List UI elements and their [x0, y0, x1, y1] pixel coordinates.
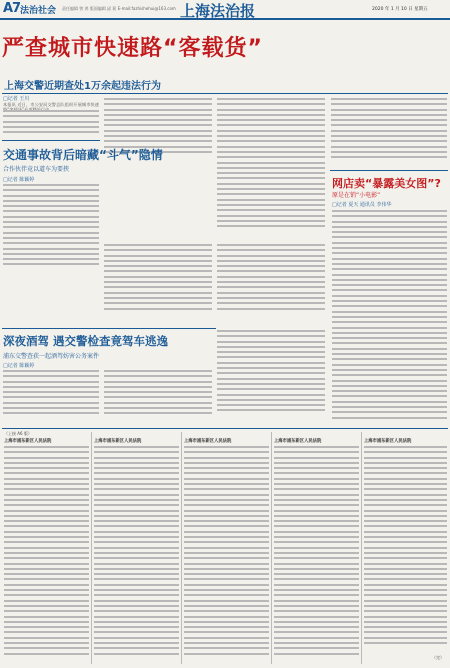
article3-column-2 [104, 370, 212, 418]
section-title: 法治社会 [20, 6, 57, 16]
notices-column-5 [364, 446, 447, 652]
notice-court-title: 上海市浦东新区人民法院 [4, 439, 52, 444]
issue-date: 2020 年 1 月 10 日 星期五 [372, 7, 428, 12]
article3-subhead: 浦东交警查获一起酒驾妨害公务案件 [3, 353, 100, 360]
notice-court-title: 上海市浦东新区人民法院 [274, 439, 322, 444]
lead-byline: □记者 王川 [3, 96, 30, 102]
divider [2, 93, 448, 94]
article3-column-3 [217, 330, 325, 418]
notices-column-3 [184, 446, 269, 662]
divider [2, 428, 448, 429]
article2-headline: 交通事故背后暗藏“斗气”隐情 [3, 148, 163, 162]
notices-column-2 [94, 446, 179, 662]
lead-intro-text: 本报讯 近日，市公安局交警总队组织开展城市快速 [3, 102, 99, 107]
article3-byline: □记者 陈颖婷 [3, 363, 35, 369]
article2-subhead: 合作伙伴竟以道车为要挟 [3, 166, 70, 173]
main-headline: 严查城市快速路“客载货” [2, 36, 263, 61]
article2-column-2 [104, 244, 212, 320]
column-rule [361, 432, 362, 664]
notice-court-title: 上海市浦东新区人民法院 [94, 439, 142, 444]
masthead: 上海法治报 [180, 2, 256, 20]
lead-column-2 [104, 98, 212, 240]
article3-column-1 [3, 370, 99, 418]
article4-headline: 网店卖“暴露美女图”? [332, 177, 441, 190]
notices-column-4 [274, 446, 359, 662]
column-rule [181, 432, 182, 664]
article4-column [332, 210, 447, 428]
notices-end-mark: （完） [432, 655, 444, 660]
notice-court-title: 上海市浦东新区人民法院 [184, 439, 232, 444]
divider [2, 328, 216, 329]
notices-column-1 [4, 446, 89, 662]
lead-column-1 [3, 110, 99, 136]
article4-subhead: 原是在销“小电影” [332, 192, 381, 199]
notices-continued-label: （上接 A6 版） [4, 431, 32, 436]
column-rule [91, 432, 92, 664]
article2-column-1 [3, 184, 99, 276]
article2-byline: □记者 陈颖婷 [3, 177, 35, 183]
notice-court-title: 上海市浦东新区人民法院 [364, 439, 412, 444]
article4-byline: □记者 夏天 通讯员 李伟华 [332, 202, 392, 208]
lead-column-4 [331, 98, 447, 166]
article2-column-3 [217, 244, 325, 320]
page-header [0, 0, 450, 20]
divider [330, 170, 448, 171]
page-number: A7 [3, 1, 21, 16]
lead-column-3 [217, 98, 325, 240]
article3-headline: 深夜酒驾 遇交警检查竟驾车逃逸 [3, 334, 169, 348]
divider [2, 140, 100, 141]
editor-credits: 责任编辑 曾 鸿 版面编辑 邱 莉 E-mail:fazhishehui@163.com [62, 6, 176, 11]
main-subhead: 上海交警近期查处1万余起违法行为 [4, 81, 161, 92]
column-rule [271, 432, 272, 664]
